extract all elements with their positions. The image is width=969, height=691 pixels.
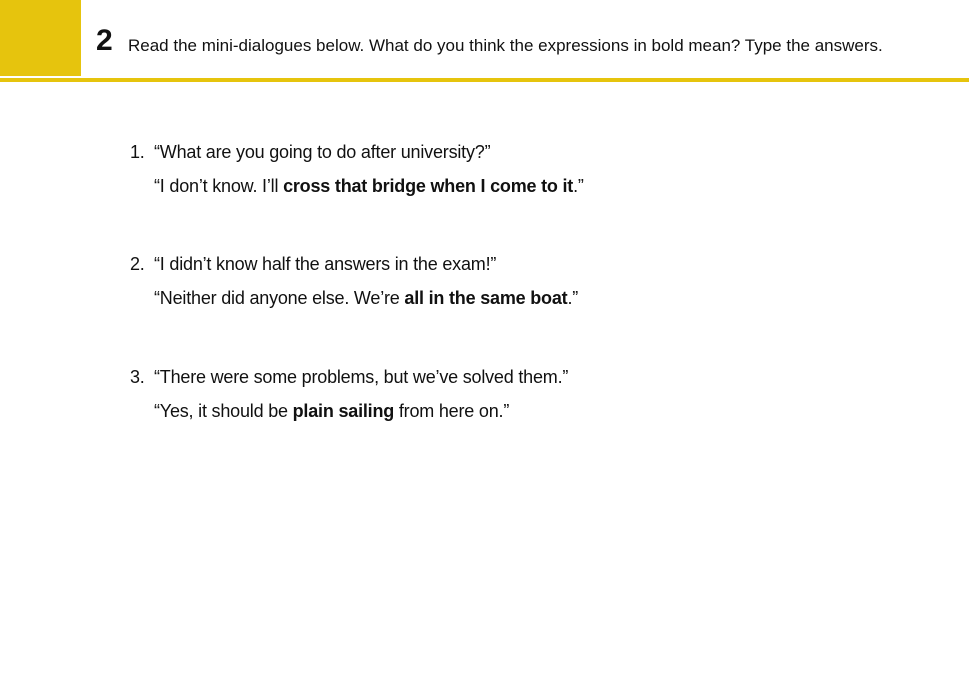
item-number: 2.: [130, 254, 145, 274]
item-number: 1.: [130, 142, 145, 162]
exercise-header: [0, 0, 969, 82]
response-text-after: .”: [573, 176, 584, 196]
question-text: “I didn’t know half the answers in the exam!”: [154, 254, 497, 274]
response-text-before: “Yes, it should be: [154, 401, 293, 421]
header-divider: [0, 78, 969, 82]
bold-expression: cross that bridge when I come to it: [283, 176, 574, 196]
question-text: “What are you going to do after university?”: [154, 142, 491, 162]
response-text-after: .”: [567, 288, 579, 308]
response-text-before: “I don’t know. I’ll: [154, 176, 284, 196]
bold-expression: all in the same boat: [404, 288, 568, 308]
response-text: [154, 400, 509, 422]
response-text: [154, 287, 578, 309]
bold-expression: plain sailing: [292, 401, 395, 421]
item-number: 3.: [130, 367, 145, 387]
question-text: “There were some problems, but we’ve solved them.”: [154, 367, 569, 387]
response-text-after: from here on.”: [394, 401, 510, 421]
exercise-number: 2: [96, 24, 113, 57]
exercise-instruction: Read the mini-dialogues below. What do you think the expressions in bold mean? Type the answers.: [128, 36, 883, 55]
accent-block: [0, 0, 81, 76]
response-text: [154, 175, 584, 197]
response-text-before: “Neither did anyone else. We’re: [154, 288, 405, 308]
